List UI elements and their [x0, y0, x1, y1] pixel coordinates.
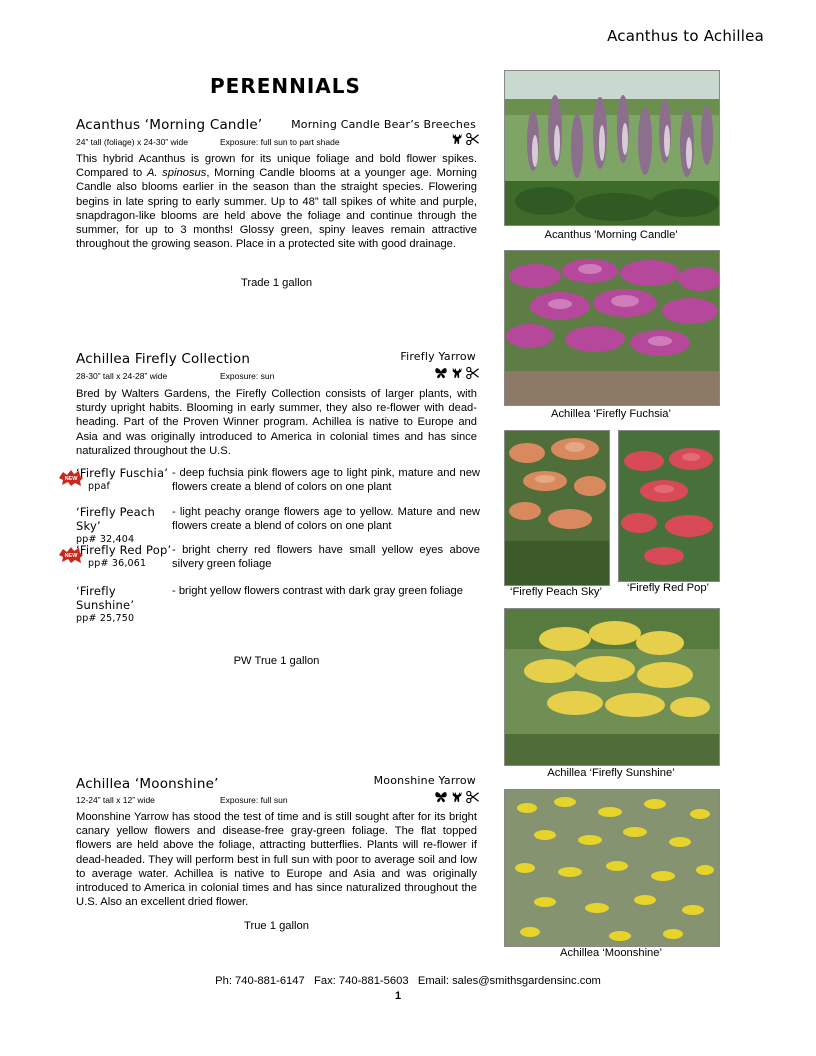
photo-caption: Acanthus 'Morning Candle'	[544, 229, 678, 241]
container-size: True 1 gallon	[244, 920, 309, 932]
plant-name: Achillea Firefly Collection	[76, 351, 251, 367]
cultivar-row	[76, 466, 480, 494]
page-range-header: Acanthus to Achillea	[607, 27, 764, 45]
plant-description: Moonshine Yarrow has stood the test of time and is still sought after for its bright canary yellow flowers and disease-free gray-green foliage. The flat topped flowers are held above the foliage, attracting butterflies. Plants will re-flower if dead-headed. They will perform best in full sun with poor to average soil and low to average water. Achillea is native to Europe and Asia and was originally introduced to America in colonial times and has since naturalized throughout the U.S. Also an excellent dried flower.	[76, 811, 477, 909]
plant-icons	[422, 790, 480, 804]
photo-firefly-peach-sky	[504, 430, 610, 586]
patent-number: ppaf	[88, 481, 111, 493]
container-size: PW True 1 gallon	[233, 655, 320, 667]
photo-firefly-sunshine	[504, 608, 720, 766]
photo-caption: Achillea ‘Moonshine’	[560, 947, 662, 959]
patent-number: pp# 32,404	[76, 534, 135, 546]
plant-exposure: Exposure: full sun to part shade	[220, 137, 340, 147]
plant-icons	[440, 132, 480, 146]
butterfly-icon	[434, 366, 448, 380]
deer-resistant-icon	[450, 790, 464, 804]
common-name: Moonshine Yarrow	[373, 774, 476, 787]
cultivar-row	[76, 505, 480, 548]
plant-name: Achillea ‘Moonshine’	[76, 776, 219, 792]
photo-caption: ‘Firefly Peach Sky’	[509, 586, 602, 598]
photo-caption: Achillea ‘Firefly Fuchsia’	[551, 408, 671, 420]
cultivar-name: ‘Firefly Red Pop’	[76, 543, 172, 557]
cultivar-name: ‘Firefly Sunshine’	[76, 584, 135, 613]
butterfly-icon	[434, 790, 448, 804]
common-name: Morning Candle Bear’s Breeches	[291, 118, 476, 131]
patent-number: pp# 25,750	[76, 613, 135, 625]
page-number: 1	[394, 990, 402, 1002]
cultivar-description: - light peachy orange flowers age to yellow. Mature and new flowers create a blend of colors on one plant	[172, 506, 480, 533]
cultivar-name: ‘Firefly Fuschia’	[76, 466, 169, 480]
plant-description: Bred by Walters Gardens, the Firefly Collection consists of larger plants, with sturdy upright habits. Blooming in early summer, they also re-flower with dead-heading. Part of the Proven Winner program. Achillea is native to Europe and Asia and was originally introduced to America in colonial times and has since naturalized throughout the U.S.	[76, 388, 477, 457]
plant-size: 24” tall (foliage) x 24-30” wide	[76, 137, 188, 147]
photo-caption: ‘Firefly Red Pop’	[626, 582, 710, 594]
plant-icons	[422, 366, 480, 380]
plant-exposure: Exposure: full sun	[220, 795, 288, 805]
plant-name: Acanthus ‘Morning Candle’	[76, 117, 263, 133]
common-name: Firefly Yarrow	[400, 350, 476, 363]
cultivar-row	[76, 584, 480, 627]
plant-description: This hybrid Acanthus is grown for its unique foliage and bold flower spikes. Compared to A. spinosus, Morning Candle blooms at a younger age. Morning Candle also blooms earlier in the season than the straight species. Flowering begins in late spring to early summer. Up to 48” tall spikes of white and purple, snapdragon-like blooms are held above the foliage and continue through the summer, for up to 3 months! Glossy green, spiny leaves remain attractive throughout the growing season. Place in a protected site with good drainage.	[76, 153, 477, 251]
deer-resistant-icon	[450, 366, 464, 380]
cultivar-description: - deep fuchsia pink flowers age to light pink, mature and new flowers create a blend of colors on one plant	[172, 467, 480, 494]
photo-firefly-fuchsia	[504, 250, 720, 406]
section-title: PERENNIALS	[210, 74, 361, 98]
photo-acanthus	[504, 70, 720, 226]
patent-number: pp# 36,061	[88, 558, 147, 570]
plant-exposure: Exposure: sun	[220, 371, 275, 381]
cut-flower-icon	[466, 132, 480, 146]
photo-moonshine	[504, 789, 720, 947]
deer-resistant-icon	[450, 132, 464, 146]
container-size: Trade 1 gallon	[240, 277, 313, 289]
svg-text:NEW: NEW	[64, 476, 78, 482]
cultivar-description: - bright cherry red flowers have small yellow eyes above silvery green foliage	[172, 544, 480, 571]
cut-flower-icon	[466, 366, 480, 380]
cultivar-row	[76, 543, 480, 571]
photo-caption: Achillea ‘Firefly Sunshine’	[547, 767, 675, 779]
footer-contact: Ph: 740-881-6147 Fax: 740-881-5603 Email: sales@smithsgardensinc.com	[215, 975, 601, 987]
svg-text:NEW: NEW	[64, 553, 78, 559]
cut-flower-icon	[466, 790, 480, 804]
cultivar-name: ‘Firefly Peach Sky’	[76, 505, 155, 534]
plant-size: 12-24” tall x 12” wide	[76, 795, 155, 805]
plant-size: 28-30” tall x 24-28” wide	[76, 371, 168, 381]
photo-firefly-red-pop	[618, 430, 720, 582]
cultivar-description: - bright yellow flowers contrast with dark gray green foliage	[172, 585, 464, 597]
